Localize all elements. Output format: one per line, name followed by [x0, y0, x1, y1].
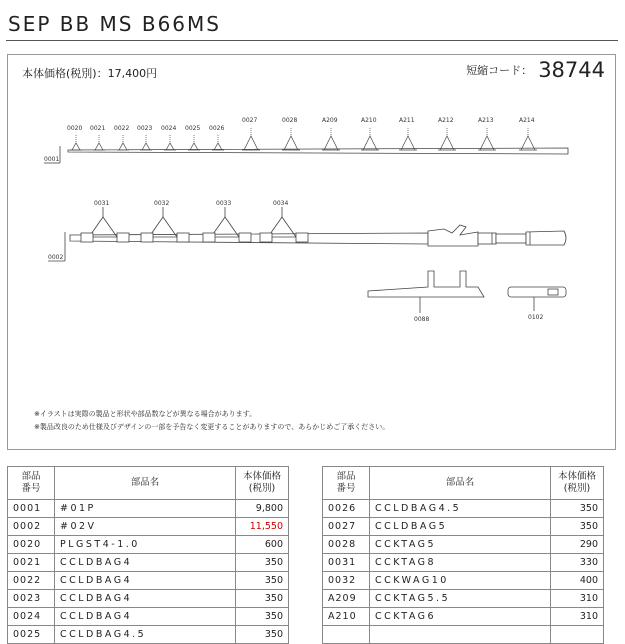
guide-label: 0033	[216, 200, 232, 207]
diagram-frame	[7, 54, 616, 450]
table-row	[323, 626, 604, 644]
short-code-value: 38744	[538, 58, 605, 82]
table-row	[323, 536, 604, 554]
part-name-cell: CCKTAG8	[370, 554, 551, 572]
part-0102-hook-keeper	[508, 287, 566, 311]
part-name-cell: CCLDBAG4	[55, 572, 236, 590]
guide-label: 0025	[185, 125, 201, 132]
guide-0025	[188, 135, 200, 150]
part-price-cell: 350	[236, 590, 289, 608]
guide-label: A214	[519, 117, 535, 124]
table-row	[8, 626, 289, 644]
table-row	[323, 590, 604, 608]
title-divider	[6, 40, 618, 41]
part-name-cell: CCLDBAG4.5	[55, 626, 236, 644]
guide-A213	[478, 128, 496, 150]
guide-0020	[70, 135, 82, 150]
part-price-cell: 310	[551, 590, 604, 608]
guide-0022	[117, 135, 129, 150]
table-row	[8, 608, 289, 626]
part-no-cell: 0001	[8, 500, 55, 518]
parts-table-left	[7, 466, 289, 644]
guide-A209	[322, 128, 340, 150]
guide-A214	[519, 128, 537, 150]
header-part-no-text: 部品 番号	[21, 471, 41, 494]
butt-guide-labels	[94, 200, 288, 207]
header-price-text: 本体価格 (税別)	[242, 471, 281, 494]
part-name-cell: #01P	[55, 500, 236, 518]
part-name-cell: CCKTAG5	[370, 536, 551, 554]
part-name-cell: CCLDBAG4	[55, 590, 236, 608]
table-row	[323, 608, 604, 626]
part-name-cell: CCKTAG6	[370, 608, 551, 626]
guide-label: A213	[478, 117, 494, 124]
part-name-cell: CCLDBAG4	[55, 608, 236, 626]
guide-0028	[282, 128, 300, 150]
guide-0027	[242, 128, 260, 150]
part-name-cell: #02V	[55, 518, 236, 536]
part-no-cell: 0002	[8, 518, 55, 536]
guide-label: A212	[438, 117, 454, 124]
short-code-label: 短縮コード：	[466, 64, 533, 77]
part-no-cell: A210	[323, 608, 370, 626]
page-title: SEP BB MS B66MS	[8, 12, 221, 36]
header-part-name: 部品名	[55, 467, 236, 500]
guide-0026	[212, 135, 224, 150]
part-price-cell: 600	[236, 536, 289, 554]
header-part-name: 部品名	[370, 467, 551, 500]
part-no-cell: 0026	[323, 500, 370, 518]
section-label-0001: 0001	[44, 156, 60, 163]
table-row	[8, 518, 289, 536]
part-no-cell: 0031	[323, 554, 370, 572]
part-name-cell: CCKWAG10	[370, 572, 551, 590]
top-guide-labels	[67, 117, 535, 132]
part-no-cell: 0027	[323, 518, 370, 536]
part-no-cell: 0028	[323, 536, 370, 554]
part-price-cell: 330	[551, 554, 604, 572]
table-row	[323, 500, 604, 518]
part-no-cell: 0021	[8, 554, 55, 572]
note-line: ※イラストは実際の製品と形状や部品数などが異なる場合があります。	[34, 410, 257, 418]
part-price-cell: 310	[551, 608, 604, 626]
guide-label: A210	[361, 117, 377, 124]
part-no-cell: 0025	[8, 626, 55, 644]
guide-label: 0022	[114, 125, 130, 132]
part-price-cell: 290	[551, 536, 604, 554]
part-no-cell: 0023	[8, 590, 55, 608]
part-no-cell: A209	[323, 590, 370, 608]
guide-A212	[438, 128, 456, 150]
guide-0034	[260, 207, 308, 242]
guide-label: 0026	[209, 125, 225, 132]
guide-0023	[140, 135, 152, 150]
part-price-cell: 11,550	[236, 518, 289, 536]
part-price-cell: 400	[551, 572, 604, 590]
header-part-no	[323, 467, 370, 500]
section-label-0002: 0002	[48, 254, 64, 261]
rod-parts-diagram	[8, 55, 615, 449]
header-price-text: 本体価格 (税別)	[557, 471, 596, 494]
part-no-cell: 0020	[8, 536, 55, 554]
guide-0032	[141, 207, 189, 242]
part-price-cell: 350	[551, 518, 604, 536]
section-label-0088: 0088	[414, 316, 430, 323]
part-no-cell	[323, 626, 370, 644]
part-price-cell: 350	[236, 572, 289, 590]
guide-label: 0034	[273, 200, 289, 207]
guide-label: A209	[322, 117, 338, 124]
guide-label: 0027	[242, 117, 258, 124]
part-name-cell: PLGST4-1.0	[55, 536, 236, 554]
guide-label: 0032	[154, 200, 170, 207]
rod-section-top	[44, 146, 568, 163]
part-name-cell: CCLDBAG5	[370, 518, 551, 536]
guide-label: 0020	[67, 125, 83, 132]
guide-A210	[361, 128, 379, 150]
part-name-cell	[370, 626, 551, 644]
part-no-cell: 0024	[8, 608, 55, 626]
table-row	[323, 518, 604, 536]
guide-label: 0021	[90, 125, 106, 132]
notes	[34, 408, 389, 434]
part-name-cell: CCLDBAG4	[55, 554, 236, 572]
part-price-cell: 350	[551, 500, 604, 518]
part-price-cell	[551, 626, 604, 644]
table-row	[323, 554, 604, 572]
part-name-cell: CCKTAG5.5	[370, 590, 551, 608]
guide-0024	[164, 135, 176, 150]
part-price-cell: 350	[236, 554, 289, 572]
body-price: 本体価格(税別)：17,400円	[22, 67, 158, 80]
header-part-no-text: 部品 番号	[336, 471, 356, 494]
guide-label: 0023	[137, 125, 153, 132]
table-row	[8, 500, 289, 518]
table-row	[8, 590, 289, 608]
guide-0021	[93, 135, 105, 150]
note-line: ※製品改良のため仕様及びデザインの一部を予告なく変更することがありますので、あらかじめご了承ください。	[34, 423, 390, 431]
part-name-cell: CCLDBAG4.5	[370, 500, 551, 518]
part-price-cell: 350	[236, 608, 289, 626]
guide-0033	[203, 207, 251, 242]
table-row	[8, 536, 289, 554]
part-no-cell: 0032	[323, 572, 370, 590]
table-row	[8, 572, 289, 590]
guide-label: 0028	[282, 117, 298, 124]
part-0088-trigger	[368, 271, 484, 313]
table-row	[323, 572, 604, 590]
part-price-cell: 350	[236, 626, 289, 644]
section-label-0102: 0102	[528, 314, 544, 321]
guide-label: A211	[399, 117, 415, 124]
header-price	[236, 467, 289, 500]
table-row	[8, 554, 289, 572]
guide-A211	[399, 128, 417, 150]
part-price-cell: 9,800	[236, 500, 289, 518]
rod-section-butt	[48, 225, 566, 261]
guide-label: 0031	[94, 200, 110, 207]
guide-0031	[81, 207, 129, 242]
part-no-cell: 0022	[8, 572, 55, 590]
guide-label: 0024	[161, 125, 177, 132]
header-price	[551, 467, 604, 500]
header-part-no	[8, 467, 55, 500]
parts-table-right	[322, 466, 604, 644]
